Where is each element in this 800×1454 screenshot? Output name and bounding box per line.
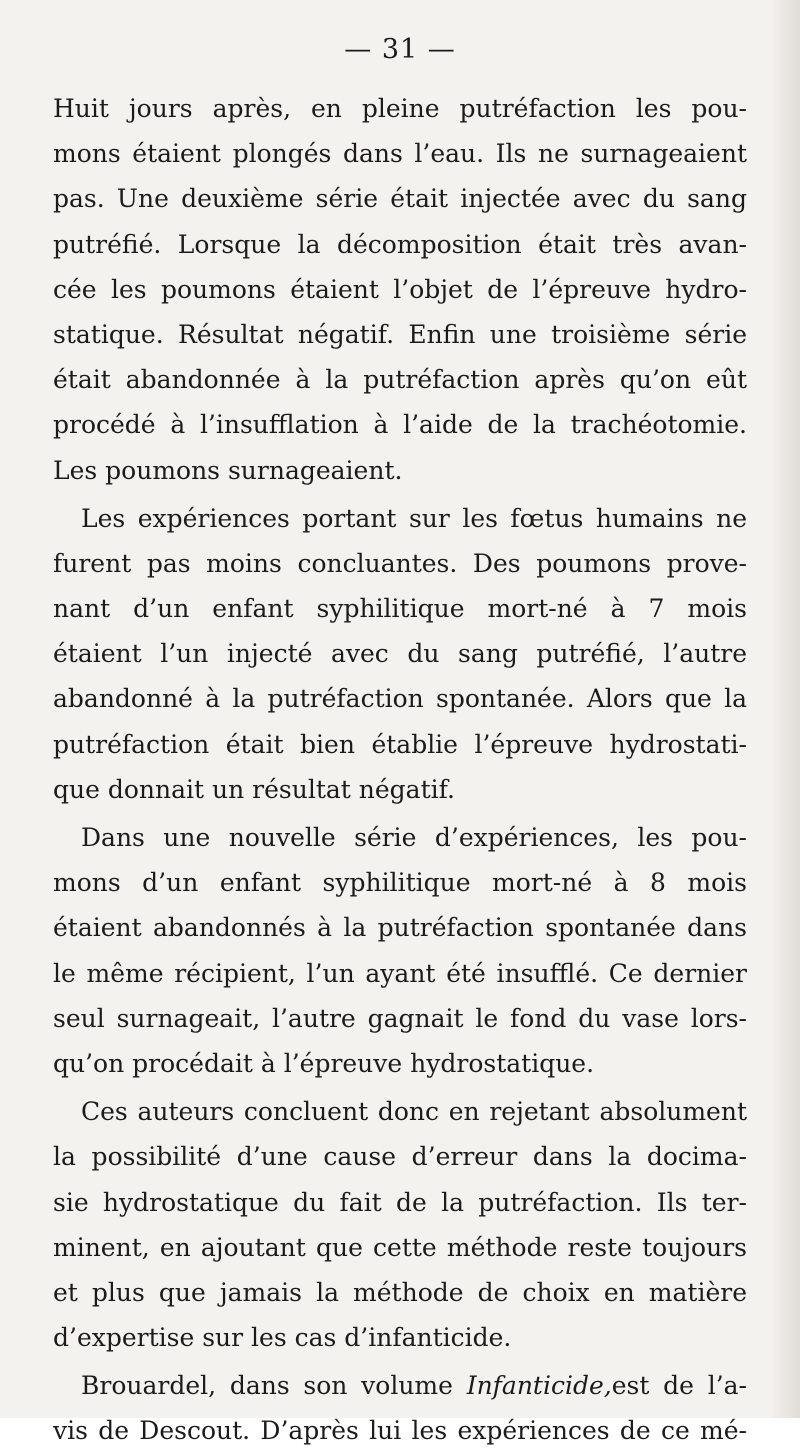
paragraph bbox=[53, 1363, 747, 1453]
text-line: que donnait un résultat négatif. bbox=[53, 774, 455, 804]
text-line: furent pas moins concluantes. Des poumons prove- bbox=[53, 548, 747, 578]
book-title: Infanticide, bbox=[466, 1371, 612, 1401]
text-line: Ces auteurs concluent donc en rejetant absolument bbox=[81, 1097, 747, 1127]
text-run: Brouardel, dans son volume bbox=[81, 1371, 467, 1401]
text-line: vis de Descout. D’après lui les expériences de ce mé- bbox=[53, 1416, 747, 1446]
text-line: qu’on procédait à l’épreuve hydrostatique. bbox=[53, 1048, 595, 1078]
text-line: mons étaient plongés dans l’eau. Ils ne surnageaient bbox=[53, 139, 747, 169]
text-line: était abandonnée à la putréfaction après qu’on eût bbox=[53, 365, 747, 395]
text-line: étaient abandonnés à la putréfaction spontanée dans bbox=[53, 913, 747, 943]
text-line: et plus que jamais la méthode de choix en matière bbox=[53, 1277, 747, 1307]
text-line bbox=[53, 1363, 747, 1408]
paragraph bbox=[53, 1089, 747, 1360]
text-line: Les expériences portant sur les fœtus humains ne bbox=[81, 503, 747, 533]
page-edge-shadow bbox=[770, 0, 800, 1418]
text-line: mons d’un enfant syphilitique mort-né à 8 mois bbox=[53, 868, 747, 898]
text-line: pas. Une deuxième série était injectée avec du sang bbox=[53, 184, 747, 214]
text-line: Huit jours après, en pleine putréfaction les pou- bbox=[53, 94, 747, 123]
page-number: — 31 — bbox=[344, 34, 456, 65]
body-text bbox=[53, 86, 747, 1454]
paragraph bbox=[53, 815, 747, 1086]
text-line: statique. Résultat négatif. Enfin une troisième série bbox=[53, 319, 747, 349]
text-line: minent, en ajoutant que cette méthode reste toujours bbox=[53, 1232, 747, 1262]
text-line: putréfié. Lorsque la décomposition était très avan- bbox=[53, 229, 747, 259]
text-line: putréfaction était bien établie l’épreuve hydrostati- bbox=[53, 729, 747, 759]
paragraph bbox=[53, 496, 747, 812]
text-line: nant d’un enfant syphilitique mort-né à 7 mois bbox=[53, 594, 747, 624]
text-line: le même récipient, l’un ayant été insufflé. Ce dernier bbox=[53, 958, 747, 988]
text-line: étaient l’un injecté avec du sang putréfié, l’autre bbox=[53, 639, 747, 669]
paragraph bbox=[53, 86, 747, 493]
text-line: la possibilité d’une cause d’erreur dans la docima- bbox=[53, 1142, 747, 1172]
text-line: procédé à l’insufflation à l’aide de la trachéotomie. bbox=[53, 410, 747, 440]
text-line: sie hydrostatique du fait de la putréfaction. Ils ter- bbox=[53, 1187, 747, 1217]
text-line: cée les poumons étaient l’objet de l’épreuve hydro- bbox=[53, 274, 747, 304]
text-line: Les poumons surnageaient. bbox=[53, 455, 403, 485]
text-run: est de l’a- bbox=[611, 1371, 747, 1401]
text-line: d’expertise sur les cas d’infanticide. bbox=[53, 1323, 512, 1353]
text-line: seul surnageait, l’autre gagnait le fond du vase lors- bbox=[53, 1003, 747, 1033]
text-line: Dans une nouvelle série d’expériences, les pou- bbox=[81, 823, 747, 852]
text-line: abandonné à la putréfaction spontanée. Alors que la bbox=[53, 684, 747, 714]
